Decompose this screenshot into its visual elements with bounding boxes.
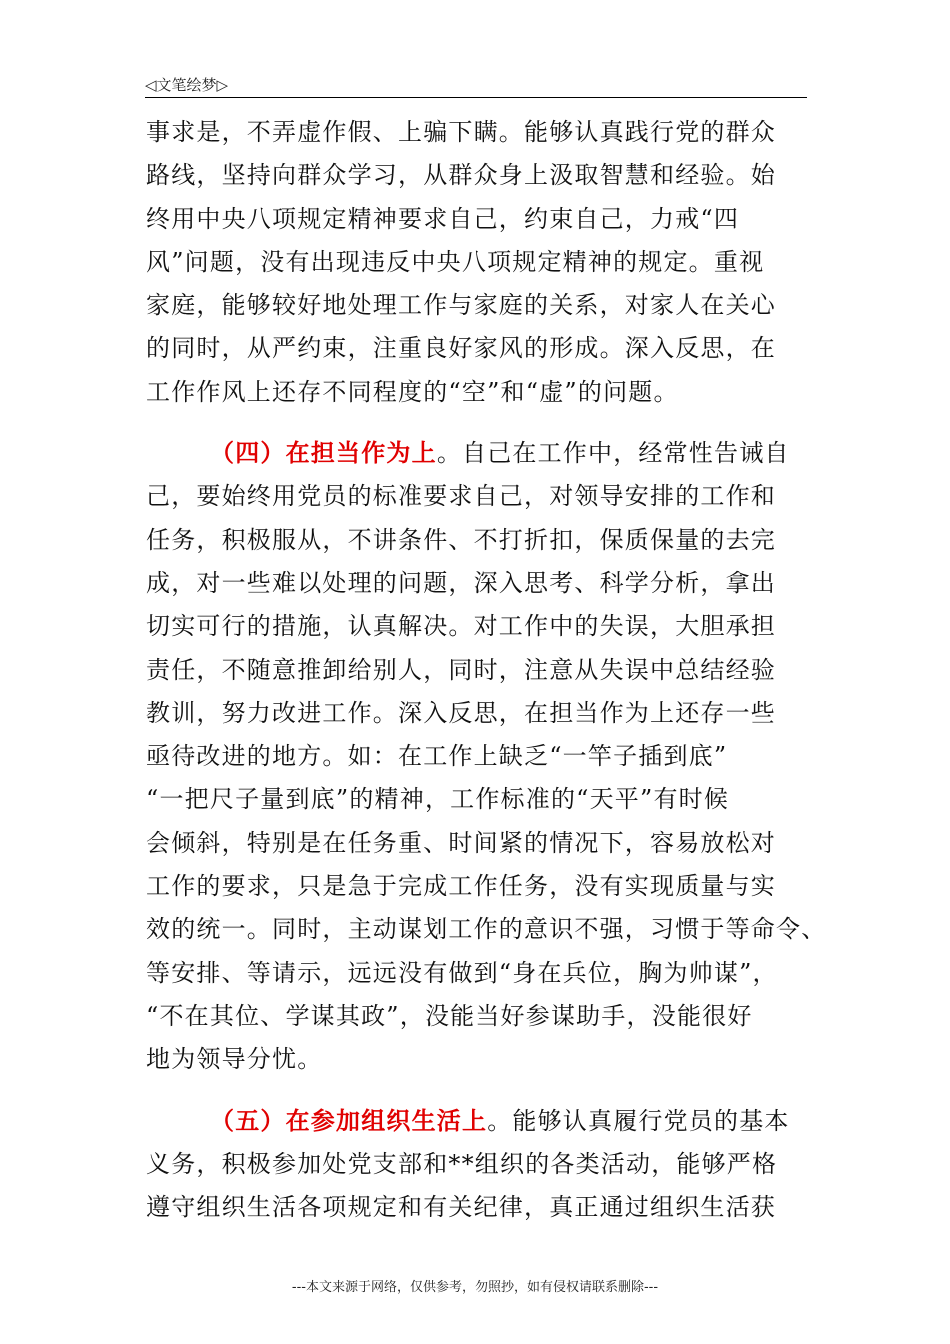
page-footer: ---本文来源于网络，仅供参考，勿照抄，如有侵权请联系删除--- [291,1280,659,1295]
text-line [146,241,810,284]
line-text: “一把尺子量到底”的精神，工作标准的“天平”有时候 [146,785,730,814]
line-text: “不在其位、学谋其政”，没能当好参谋助手，没能很好 [146,1001,753,1030]
text-line [146,198,810,241]
text-line [146,1099,810,1143]
line-text: 家庭，能够较好地处理工作与家庭的关系，对家人在关心 [146,291,776,320]
text-line [146,908,827,951]
text-line [146,649,810,692]
text-line [146,735,810,778]
document-body [146,111,827,1229]
line-text: 会倾斜，特别是在任务重、时间紧的情况下，容易放松对 [146,828,776,857]
line-text: 遵守组织生活各项规定和有关纪律，真正通过组织生活获 [146,1193,776,1222]
text-line [146,1143,810,1186]
line-text: 成，对一些难以处理的问题，深入思考、科学分析，拿出 [146,568,776,597]
line-text: 切实可行的措施，认真解决。对工作中的失误，大胆承担 [146,612,776,641]
header-divider [145,97,807,98]
line-text: 终用中央八项规定精神要求自己，约束自己，力戒“四 [146,204,740,233]
line-text: 工作的要求，只是急于完成工作任务，没有实现质量与实 [146,872,776,901]
line-text: 风”问题，没有出现违反中央八项规定精神的规定。重视 [146,247,765,276]
text-line [146,475,810,518]
line-text: 地为领导分忧。 [146,1045,323,1074]
paragraph [146,431,827,1081]
line-text: 责任，不随意推卸给别人，同时，注意从失误中总结经验 [146,655,776,684]
text-line [146,865,810,908]
text-line [146,431,810,475]
text-line [146,952,810,995]
section-heading: （四）在担当作为上 [210,438,437,468]
line-text: 亟待改进的地方。如：在工作上缺乏“一竿子插到底” [146,742,728,771]
text-line [146,562,810,605]
line-text: 。自己在工作中，经常性告诫自 [436,439,790,468]
text-line [146,519,810,562]
text-line [146,822,810,865]
line-text: 路线，坚持向群众学习，从群众身上汲取智慧和经验。始 [146,161,776,190]
line-text: 教训，努力改进工作。深入反思，在担当作为上还存一些 [146,698,776,727]
line-text: 。能够认真履行党员的基本 [487,1106,790,1135]
paragraph [146,1099,810,1230]
line-text: 任务，积极服从，不讲条件、不打折扣，保质保量的去完 [146,525,776,554]
line-text: 的同时，从严约束，注重良好家风的形成。深入反思，在 [146,334,776,363]
paragraph [146,111,810,414]
text-line [146,692,810,735]
text-line [146,1038,810,1081]
section-heading: （五）在参加组织生活上 [210,1105,488,1135]
page-header: ◁文笔绘梦▷ [145,76,229,94]
text-line [146,995,810,1038]
text-line [146,111,810,154]
line-text: 己，要始终用党员的标准要求自己，对领导安排的工作和 [146,482,776,511]
text-line [146,284,810,327]
text-line [146,778,810,821]
line-text: 义务，积极参加处党支部和**组织的各类活动，能够严格 [146,1149,778,1178]
text-line [146,327,810,370]
text-line [146,371,810,414]
line-text: 等安排、等请示，远远没有做到“身在兵位，胸为帅谋”， [146,958,778,987]
line-text: 事求是，不弄虚作假、上骗下瞒。能够认真践行党的群众 [146,118,776,146]
text-line [146,1186,810,1229]
line-text: 工作作风上还存不同程度的“空”和“虚”的问题。 [146,377,679,406]
line-text: 效的统一。同时，主动谋划工作的意识不强，习惯于等命令、 [146,915,827,944]
text-line [146,154,810,197]
text-line [146,605,810,648]
